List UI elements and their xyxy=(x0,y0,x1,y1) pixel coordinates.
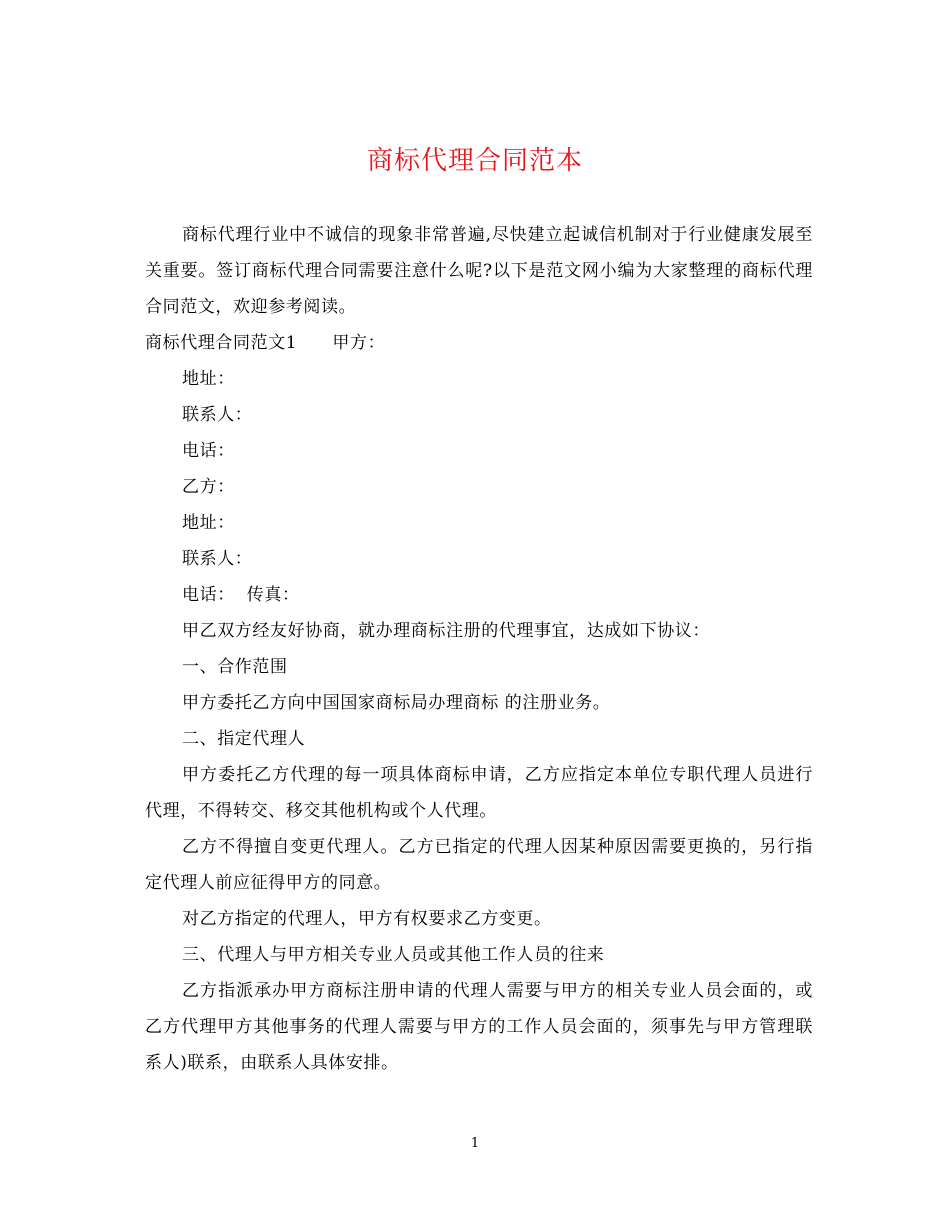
party-a-contact: 联系人： xyxy=(182,405,253,425)
section-heading-agent: 二、指定代理人 xyxy=(182,729,306,749)
scope-paragraph: 甲方委托乙方向中国国家商标局办理商标 的注册业务。 xyxy=(182,693,611,713)
agent-paragraph-2: 乙方不得擅自变更代理人。乙方已指定的代理人因某种原因需要更换的，另行指定代理人前应征得甲方的同意。 xyxy=(145,837,813,893)
agreement-intro: 甲乙双方经友好协商，就办理商标注册的代理事宜，达成如下协议： xyxy=(182,621,710,641)
party-a-address: 地址： xyxy=(182,369,235,389)
party-b-phone-fax: 电话： 传真： xyxy=(182,585,300,605)
section-heading-contact: 三、代理人与甲方相关专业人员或其他工作人员的往来 xyxy=(182,945,605,965)
party-b-contact: 联系人： xyxy=(182,549,253,569)
page-number: 1 xyxy=(470,1136,480,1151)
section-heading-scope: 一、合作范围 xyxy=(182,657,288,677)
agent-paragraph-3: 对乙方指定的代理人，甲方有权要求乙方变更。 xyxy=(182,909,552,929)
document-title: 商标代理合同范本 xyxy=(366,146,583,176)
document-body xyxy=(145,217,813,1081)
party-b-label: 乙方： xyxy=(182,477,235,497)
intro-paragraph: 商标代理行业中不诚信的现象非常普遍,尽快建立起诚信机制对于行业健康发展至关重要。签订商标代理合同需要注意什么呢?以下是范文网小编为大家整理的商标代理合同范文，欢迎参考阅读。 xyxy=(145,225,813,317)
agent-paragraph-1: 甲方委托乙方代理的每一项具体商标申请，乙方应指定本单位专职代理人员进行代理，不得转交、移交其他机构或个人代理。 xyxy=(145,765,813,821)
party-a-phone: 电话： xyxy=(182,441,235,461)
contact-paragraph: 乙方指派承办甲方商标注册申请的代理人需要与甲方的相关专业人员会面的，或乙方代理甲方其他事务的代理人需要与甲方的工作人员会面的，须事先与甲方管理联系人)联系，由联系人具体安排。 xyxy=(145,981,813,1073)
contract-heading-line: 商标代理合同范文1 甲方： xyxy=(145,333,386,353)
party-b-address: 地址： xyxy=(182,513,235,533)
